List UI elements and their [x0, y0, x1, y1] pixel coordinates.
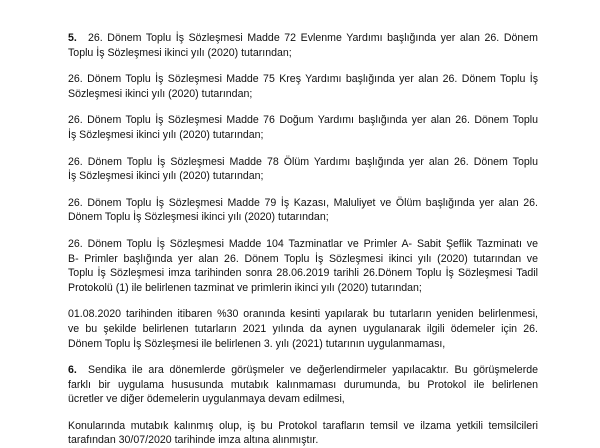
paragraph-line: Toplu İş Sözleşmesi imza tarihinden sonra 28.06.2019 tarihli 26.Dönem Toplu İş Sözleşmesi Tadil [68, 267, 538, 280]
paragraph-line: 26. Dönem Toplu İş Sözleşmesi Madde 75 Kreş Yardımı başlığında yer alan 26. Dönem Toplu İş [68, 73, 538, 86]
paragraph-line: Sendika ile ara dönemlerde görüşmeler ve değerlendirmeler yapılacaktır. Bu görüşmelerde [88, 364, 538, 377]
item-number: 5. [68, 32, 77, 44]
kesinti-paragraph [68, 307, 538, 351]
document-page [68, 31, 538, 448]
item-number: 6. [68, 364, 77, 377]
paragraph-line: Dönem Toplu İş Sözleşmesi ikinci yılı (2020) tutarından; [68, 211, 329, 224]
paragraph-line: Konularında mutabık kalınmış olup, iş bu Protokol tarafların temsil ve ilzama yetkili temsilcileri [68, 419, 538, 432]
paragraph-line: 26. Dönem Toplu İş Sözleşmesi Madde 72 Evlenme Yardımı başlığında yer alan 26. Dönem [88, 32, 538, 44]
kaza-paragraph [68, 196, 538, 225]
dogum-paragraph [68, 113, 538, 142]
paragraph-line: Protokolü (1) ile belirlenen tazminat ve primlerin ikinci yılı (2020) tutarından; [68, 281, 422, 294]
paragraph-line: 26. Dönem Toplu İş Sözleşmesi Madde 76 Doğum Yardımı başlığında yer alan 26. Dönem Toplu [68, 114, 538, 127]
paragraph-line: 26. Dönem Toplu İş Sözleşmesi Madde 78 Ölüm Yardımı başlığında yer alan 26. Dönem Toplu [68, 155, 538, 168]
olum-paragraph [68, 155, 538, 184]
paragraph-line: ücretler ve diğer ödemelerin uygulanmaya devam edilmesi, [68, 393, 345, 406]
tazminat-paragraph [68, 237, 538, 295]
paragraph-line: farklı bir uygulama hususunda mutabık kalınmaması durumunda, bu Protokol ile belirlenen [68, 378, 538, 391]
paragraph-line: İş Sözleşmesi ikinci yılı (2020) tutarından; [68, 170, 264, 183]
item-5-paragraph [68, 31, 538, 60]
imza-paragraph [68, 419, 538, 448]
item-6-paragraph [68, 363, 538, 407]
paragraph-line: 01.08.2020 tarihinden itibaren %30 oranında kesinti yapılarak bu tutarların yeniden belirlenmesi, [68, 308, 538, 321]
paragraph-line: tarafından 30/07/2020 tarihinde imza altına alınmıştır. [68, 434, 319, 447]
paragraph-line: B- Primler başlığında yer alan 26. Dönem Toplu İş Sözleşmesi ikinci yılı (2020) tutarından ve [68, 252, 538, 265]
paragraph-line: 26. Dönem Toplu İş Sözleşmesi Madde 79 İş Kazası, Maluliyet ve Ölüm başlığında yer alan 26. [68, 196, 538, 209]
paragraph-line: 26. Dönem Toplu İş Sözleşmesi Madde 104 Tazminatlar ve Primler A- Sabit Şeflik Tazminatı ve [68, 237, 538, 250]
kres-paragraph [68, 72, 538, 101]
paragraph-line: Toplu İş Sözleşmesi ikinci yılı (2020) tutarından; [68, 46, 292, 59]
paragraph-line: Dönem Toplu İş Sözleşmesi ile belirlenen 3. yılı (2021) tutarının uygulanmaması, [68, 337, 446, 350]
paragraph-line: İş Sözleşmesi ikinci yılı (2020) tutarından; [68, 128, 264, 141]
paragraph-line: ve bu şekilde belirlenen tutarların 2021 yılında da aynen uygulanarak ilgili ödemeler için 26. [68, 322, 538, 335]
paragraph-line: Sözleşmesi ikinci yılı (2020) tutarından; [68, 87, 253, 100]
